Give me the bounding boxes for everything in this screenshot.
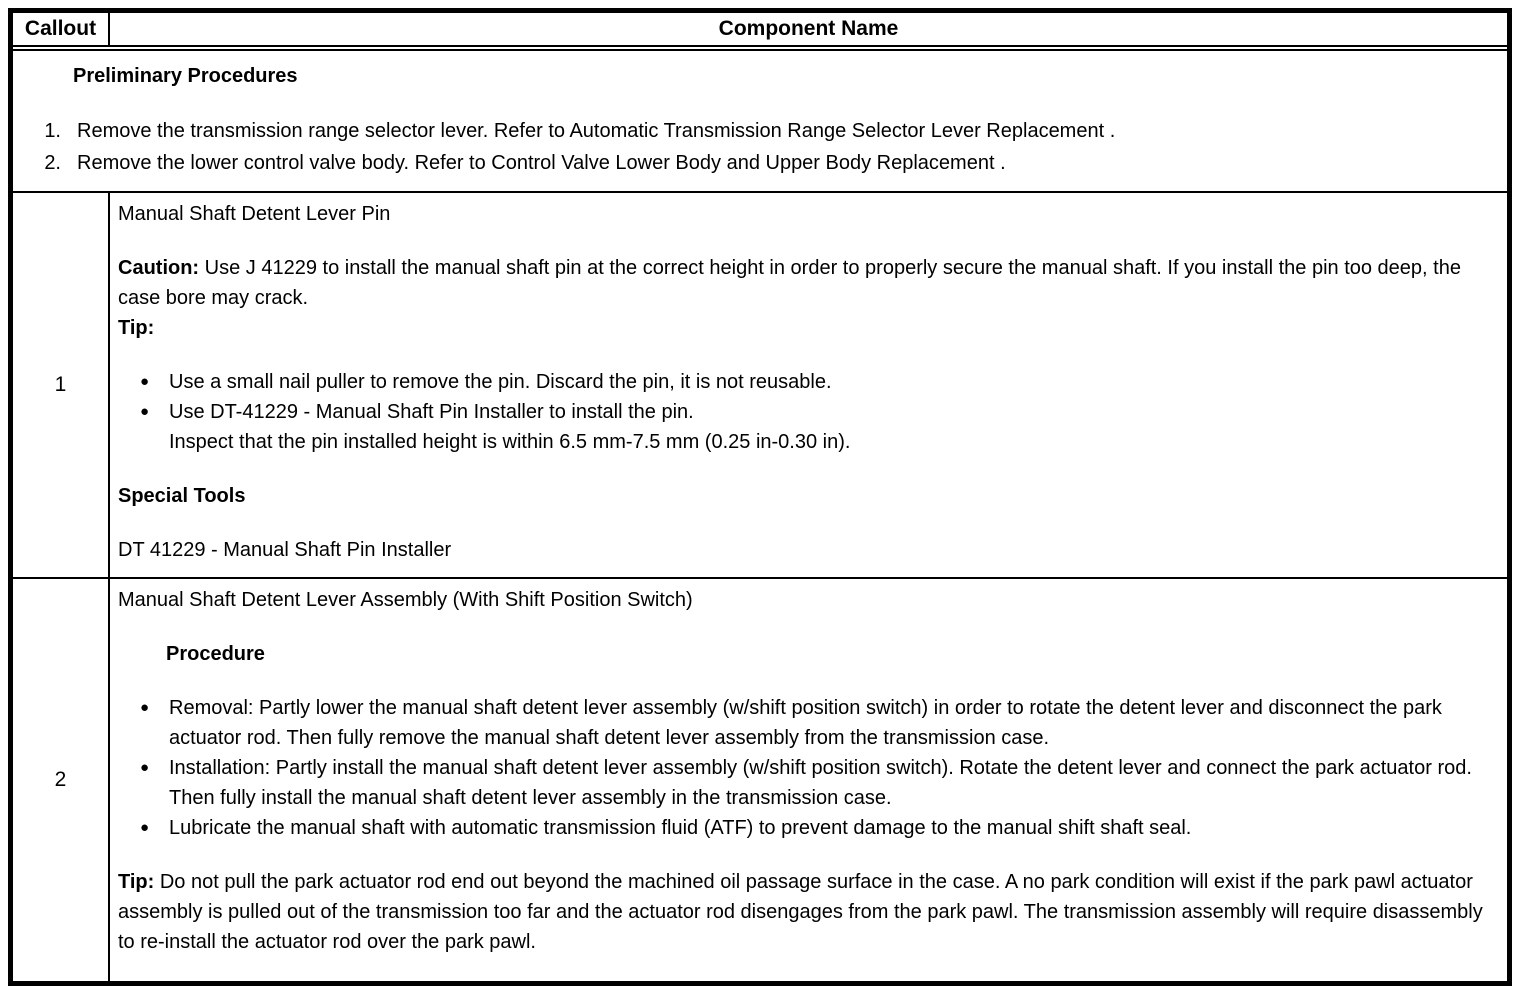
step-number: 2. — [44, 152, 61, 174]
special-tools-heading: Special Tools — [118, 485, 246, 507]
bullet-text: Removal: Partly lower the manual shaft detent lever assembly (w/shift position switch) in order to rotate the detent lever and disconnect the park actuator rod. Then fully remove the manual shaft detent lever assembly from the transmission case. — [169, 697, 1442, 749]
bullet-text — [169, 397, 1493, 457]
preliminary-step — [25, 147, 1495, 179]
bullet-icon: ● — [140, 819, 150, 836]
caution-paragraph — [118, 253, 1493, 313]
procedure-bullet-list — [118, 693, 1493, 843]
bullet-text: Use a small nail puller to remove the pin. Discard the pin, it is not reusable. — [169, 371, 832, 393]
callout-column-header: Callout — [13, 13, 110, 45]
component-cell — [110, 193, 1507, 577]
bullet-icon: ● — [140, 699, 150, 716]
procedure-heading: Procedure — [166, 643, 265, 665]
component-name-column-header: Component Name — [718, 17, 899, 40]
caution-text: Use J 41229 to install the manual shaft pin at the correct height in order to properly secure the manual shaft. If you install the pin too deep, the case bore may crack. — [118, 257, 1461, 309]
component-title: Manual Shaft Detent Lever Assembly (With Shift Position Switch) — [118, 589, 693, 611]
list-item — [118, 813, 1493, 843]
component-cell — [110, 579, 1507, 981]
special-tool-text: DT 41229 - Manual Shaft Pin Installer — [118, 539, 452, 561]
tip-text: Do not pull the park actuator rod end out beyond the machined oil passage surface in the case. A no park condition will exist if the park pawl actuator assembly is pulled out of the transmission too far and the actuator rod disengages from the park pawl. The transmission assembly will require disassembly to re-install the actuator rod over the park pawl. — [118, 871, 1483, 953]
tip-heading: Tip: — [118, 317, 155, 339]
step-text: Remove the lower control valve body. Refer to Control Valve Lower Body and Upper Body Replacement . — [77, 152, 1006, 174]
table-row — [13, 579, 1507, 981]
tip-label: Tip: — [118, 871, 155, 893]
table-header-row — [13, 13, 1507, 47]
bullet-icon: ● — [140, 759, 150, 776]
caution-label: Caution: — [118, 257, 200, 279]
tip-bullet-list — [118, 367, 1493, 457]
callout-cell — [13, 193, 110, 577]
bullet-text: Installation: Partly install the manual shaft detent lever assembly (w/shift position switch). Rotate the detent lever and connect the park actuator rod. Then fully install the manual shaft detent lever assembly in the transmission case. — [169, 757, 1472, 809]
step-text: Remove the transmission range selector lever. Refer to Automatic Transmission Range Selector Lever Replacement . — [77, 120, 1116, 142]
bullet-icon: ● — [140, 373, 150, 390]
component-title: Manual Shaft Detent Lever Pin — [118, 203, 391, 225]
callout-cell — [13, 579, 110, 981]
callout-number: 1 — [54, 373, 67, 396]
bullet-line-2: Inspect that the pin installed height is within 6.5 mm-7.5 mm (0.25 in-0.30 in). — [169, 431, 851, 453]
list-item — [118, 693, 1493, 753]
callout-number: 2 — [54, 768, 67, 791]
preliminary-procedures-section — [13, 51, 1507, 193]
bullet-icon: ● — [140, 403, 150, 420]
bullet-line-1: Use DT-41229 - Manual Shaft Pin Installer to install the pin. — [169, 401, 694, 423]
service-manual-table — [8, 8, 1512, 986]
tip-paragraph — [118, 867, 1493, 957]
preliminary-step — [25, 115, 1495, 147]
table-row — [13, 193, 1507, 579]
list-item — [118, 753, 1493, 813]
list-item — [118, 397, 1493, 457]
preliminary-procedures-title: Preliminary Procedures — [73, 65, 298, 87]
step-number: 1. — [44, 120, 61, 142]
bullet-text: Lubricate the manual shaft with automatic transmission fluid (ATF) to prevent damage to the manual shift shaft seal. — [169, 817, 1192, 839]
list-item — [118, 367, 1493, 397]
